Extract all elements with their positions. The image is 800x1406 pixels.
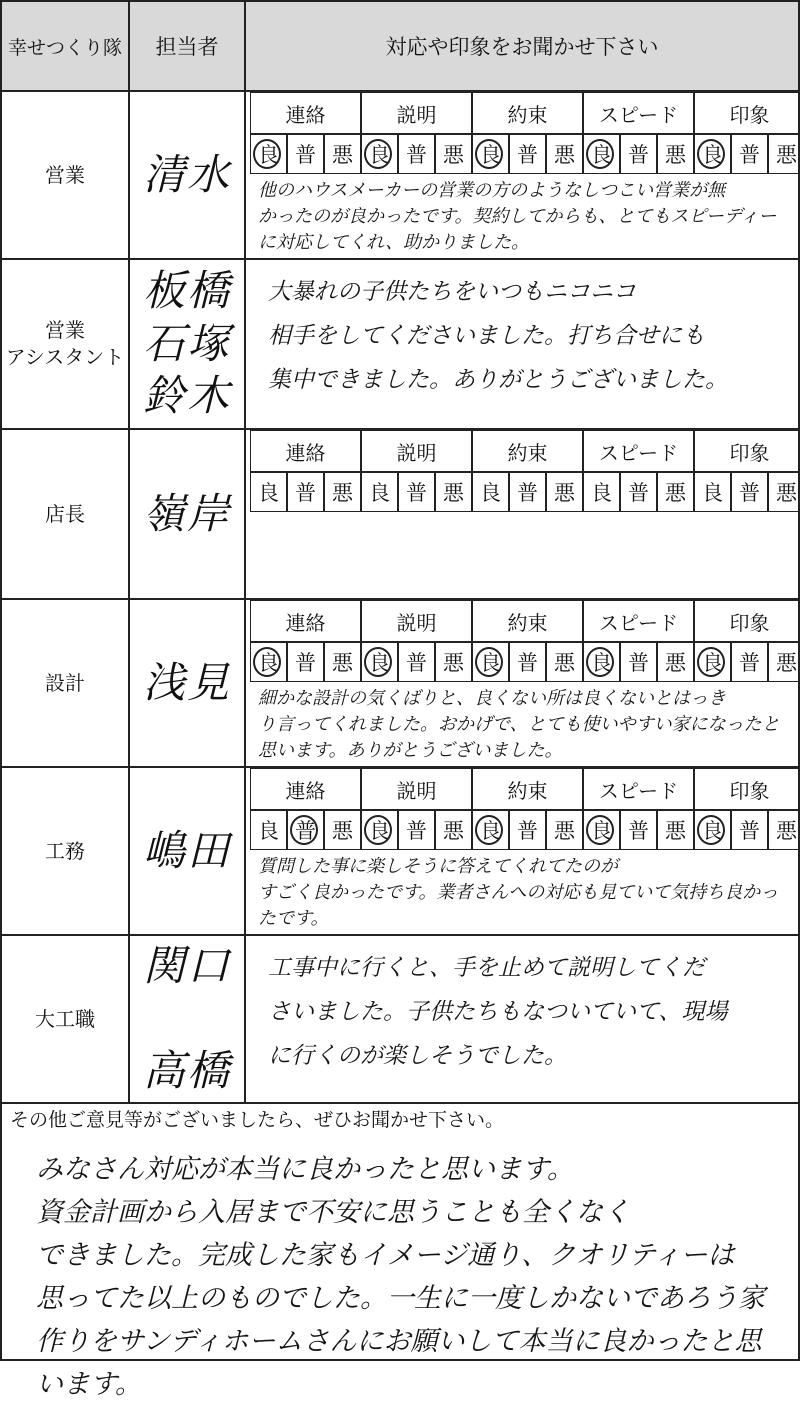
rating-option[interactable]: 良 [694, 642, 731, 682]
person-name: 板橋 石塚 鈴木 [128, 258, 246, 430]
role-cell: 営業 アシスタント [0, 258, 130, 430]
rating-option[interactable]: 悪 [435, 472, 472, 512]
rating-option[interactable]: 普 [398, 642, 435, 682]
role-cell: 設計 [0, 598, 130, 768]
rating-option[interactable]: 普 [509, 472, 546, 512]
rating-option[interactable]: 悪 [546, 134, 583, 174]
role-cell: 店長 [0, 428, 130, 600]
footer-title: その他ご意見等がございましたら、ぜひお聞かせ下さい。 [10, 1109, 505, 1131]
rating-category-header: 説明 [361, 92, 472, 134]
rating-option[interactable]: 良 [694, 134, 731, 174]
rating-option[interactable]: 悪 [546, 642, 583, 682]
rating-option[interactable]: 悪 [324, 134, 361, 174]
rating-category-header: スピード [583, 430, 694, 472]
rating-category-header: 連絡 [250, 92, 361, 134]
role-cell: 大工職 [0, 934, 130, 1104]
rating-option[interactable]: 普 [398, 472, 435, 512]
rating-category-header: 印象 [694, 600, 800, 642]
feedback-area [244, 90, 800, 260]
rating-option[interactable]: 普 [620, 642, 657, 682]
rating-option[interactable]: 良 [472, 810, 509, 850]
rating-option[interactable]: 普 [287, 472, 324, 512]
rating-option[interactable]: 良 [583, 134, 620, 174]
rating-category-header: 約束 [472, 92, 583, 134]
feedback-area [244, 934, 800, 1104]
comment-text: 質問した事に楽しそうに答えてくれてたのが すごく良かったです。業者さんへの対応も見ていて気持ち良かったです。 [258, 856, 779, 929]
person-name: 浅見 [128, 598, 246, 768]
rating-option[interactable]: 悪 [657, 642, 694, 682]
feedback-area [244, 258, 800, 430]
rating-option[interactable]: 良 [250, 472, 287, 512]
rating-option[interactable]: 悪 [324, 472, 361, 512]
rating-option[interactable]: 良 [250, 134, 287, 174]
rating-category-header: スピード [583, 768, 694, 810]
rating-category-header: 約束 [472, 600, 583, 642]
rating-category-header: 印象 [694, 430, 800, 472]
rating-option[interactable]: 悪 [324, 810, 361, 850]
rating-option[interactable]: 普 [620, 134, 657, 174]
rating-option[interactable]: 普 [731, 642, 768, 682]
rating-option[interactable]: 悪 [657, 472, 694, 512]
rating-option[interactable]: 良 [583, 810, 620, 850]
person-name: 嶺岸 [128, 428, 246, 600]
rating-option[interactable]: 普 [287, 810, 324, 850]
rating-option[interactable]: 悪 [435, 642, 472, 682]
feedback-area [244, 428, 800, 600]
rating-option[interactable]: 良 [472, 642, 509, 682]
rating-option[interactable]: 良 [361, 472, 398, 512]
rating-option[interactable]: 良 [583, 472, 620, 512]
rating-option[interactable]: 悪 [435, 134, 472, 174]
rating-option[interactable]: 良 [250, 642, 287, 682]
footer-section [0, 1102, 800, 1400]
rating-option[interactable]: 良 [583, 642, 620, 682]
rating-category-header: 説明 [361, 768, 472, 810]
footer-comment: みなさん対応が本当に良かったと思います。 資金計画から入居まで不安に思うことも全くなく できました。完成した家もイメージ通り、クオリティーは 思ってた以上のものでした。一生に一度しかないであろう家 作りをサンディホームさんにお願いして本当に良かったと思います。 [36, 1154, 765, 1400]
rating-category-header: 連絡 [250, 600, 361, 642]
role-cell: 営業 [0, 90, 130, 260]
rating-category-header: 約束 [472, 768, 583, 810]
rating-option[interactable]: 普 [509, 810, 546, 850]
rating-category-header: スピード [583, 92, 694, 134]
rating-option[interactable]: 良 [361, 810, 398, 850]
feedback-area [244, 598, 800, 768]
rating-category-header: スピード [583, 600, 694, 642]
rating-option[interactable]: 良 [694, 810, 731, 850]
rating-option[interactable]: 良 [250, 810, 287, 850]
rating-option[interactable]: 普 [731, 472, 768, 512]
rating-category-header: 連絡 [250, 768, 361, 810]
rating-option[interactable]: 悪 [657, 810, 694, 850]
rating-option[interactable]: 悪 [435, 810, 472, 850]
comment-text [250, 512, 798, 598]
header-person: 担当者 [128, 0, 246, 92]
rating-option[interactable]: 悪 [546, 472, 583, 512]
rating-option[interactable]: 悪 [324, 642, 361, 682]
rating-option[interactable]: 普 [731, 134, 768, 174]
rating-option[interactable]: 悪 [768, 134, 800, 174]
rating-option[interactable]: 普 [509, 642, 546, 682]
rating-option[interactable]: 悪 [768, 810, 800, 850]
rating-option[interactable]: 普 [398, 134, 435, 174]
rating-option[interactable]: 良 [472, 134, 509, 174]
rating-category-header: 連絡 [250, 430, 361, 472]
rating-option[interactable]: 良 [361, 134, 398, 174]
rating-option[interactable]: 悪 [768, 642, 800, 682]
role-cell: 工務 [0, 766, 130, 936]
rating-option[interactable]: 悪 [546, 810, 583, 850]
rating-option[interactable]: 良 [361, 642, 398, 682]
person-name: 関口 高橋 [128, 934, 246, 1104]
rating-option[interactable]: 悪 [768, 472, 800, 512]
person-name: 嶋田 [128, 766, 246, 936]
rating-option[interactable]: 普 [620, 810, 657, 850]
rating-category-header: 印象 [694, 92, 800, 134]
rating-option[interactable]: 良 [694, 472, 731, 512]
rating-category-header: 約束 [472, 430, 583, 472]
comment-text: 工事中に行くと、手を止めて説明してくだ さいました。子供たちもなついていて、現場 に行くのが楽しそうでした。 [268, 955, 728, 1069]
rating-category-header: 説明 [361, 430, 472, 472]
rating-option[interactable]: 普 [620, 472, 657, 512]
rating-option[interactable]: 普 [287, 642, 324, 682]
rating-option[interactable]: 普 [287, 134, 324, 174]
header-feedback: 対応や印象をお聞かせ下さい [244, 0, 800, 92]
rating-option[interactable]: 普 [398, 810, 435, 850]
comment-text: 細かな設計の気くばりと、良くない所は良くないとはっき り言ってくれました。おかげで、とても使いやすい家になったと 思います。ありがとうございました。 [258, 688, 780, 761]
rating-category-header: 説明 [361, 600, 472, 642]
rating-option[interactable]: 悪 [657, 134, 694, 174]
person-name: 清水 [128, 90, 246, 260]
comment-text: 大暴れの子供たちをいつもニコニコ 相手をしてくださいました。打ち合せにも 集中できました。ありがとうございました。 [268, 279, 728, 393]
comment-text: 他のハウスメーカーの営業の方のようなしつこい営業が無 かったのが良かったです。契約してからも、とてもスピーディー に対応してくれ、助かりました。 [258, 180, 777, 253]
header-team: 幸せつくり隊 [0, 0, 130, 92]
rating-option[interactable]: 普 [509, 134, 546, 174]
rating-category-header: 印象 [694, 768, 800, 810]
rating-option[interactable]: 良 [472, 472, 509, 512]
feedback-area [244, 766, 800, 936]
rating-option[interactable]: 普 [731, 810, 768, 850]
